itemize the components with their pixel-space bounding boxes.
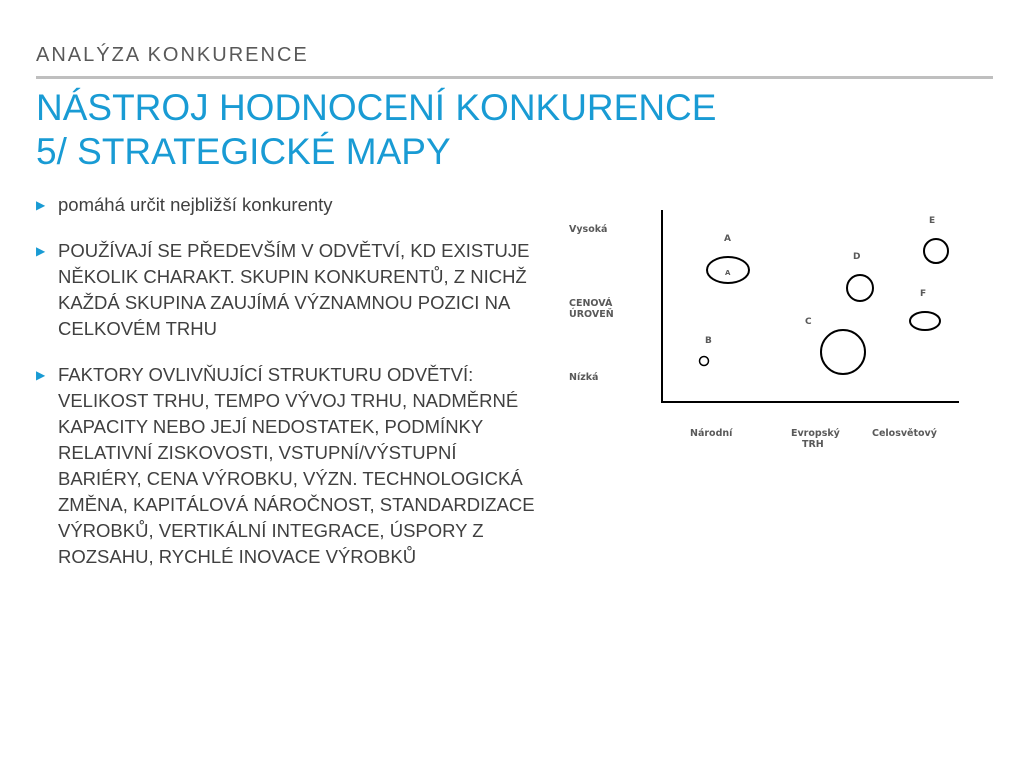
group-circle-d: [847, 275, 873, 301]
group-circle-f: [910, 312, 940, 330]
strategic-map: [555, 200, 975, 460]
bullet-arrow-icon: ▶: [36, 244, 46, 258]
title-line-2: 5/ STRATEGICKÉ MAPY: [36, 131, 451, 172]
bullet-text: FAKTORY OVLIVŇUJÍCÍ STRUKTURU ODVĚTVÍ: VELIKOST TRHU, TEMPO VÝVOJ TRHU, NADMĚRNÉ KAPACITY NEBO JEJÍ NEDOSTATEK, PODMÍNKY RELATIVNÍ ZISKOVOSTI, VSTUPNÍ/VÝSTUPNÍ BARIÉRY, CENA VÝROBKU, VÝZN. TECHNOLOGICKÁ ZMĚNA, KAPITÁLOVÁ NÁROČNOST, STANDARDIZACE VÝROBKŮ, VERTIKÁLNÍ INTEGRACE, ÚSPORY Z ROZSAHU, RYCHLÉ INOVACE VÝROBKŮ: [58, 364, 535, 567]
group-inner-label-a: A: [725, 269, 731, 277]
bullet-arrow-icon: ▶: [36, 368, 46, 382]
bullet-arrow-icon: ▶: [36, 198, 46, 212]
slide-title: [36, 86, 936, 174]
x-label-european-1: Evropský: [791, 428, 840, 439]
y-label-low: Nízká: [569, 372, 599, 383]
group-label-d: D: [853, 252, 861, 262]
bullet-item-3: [36, 362, 536, 570]
y-label-high: Vysoká: [569, 224, 608, 235]
bullet-item-1: [36, 192, 536, 218]
group-label-b: B: [705, 336, 712, 346]
x-label-national: Národní: [690, 428, 733, 439]
group-label-a: A: [724, 234, 731, 244]
x-label-global: Celosvětový: [872, 428, 937, 439]
group-circle-c: [821, 330, 865, 374]
section-kicker: ANALÝZA KONKURENCE: [36, 44, 309, 66]
group-circle-e: [924, 239, 948, 263]
group-label-f: F: [920, 289, 927, 299]
bullet-item-2: [36, 238, 536, 342]
bullet-text: pomáhá určit nejbližší konkurenty: [58, 194, 333, 215]
x-label-european-2: TRH: [802, 439, 824, 450]
group-label-e: E: [929, 216, 936, 226]
group-label-c: C: [805, 317, 812, 327]
title-line-1: NÁSTROJ HODNOCENÍ KONKURENCE: [36, 87, 717, 128]
group-circle-b: [700, 357, 709, 366]
bullet-text: POUŽÍVAJÍ SE PŘEDEVŠÍM V ODVĚTVÍ, KD EXISTUJE NĚKOLIK CHARAKT. SKUPIN KONKURENTŮ, Z NICHŽ KAŽDÁ SKUPINA ZAUJÍMÁ VÝZNAMNOU POZICI NA CELKOVÉM TRHU: [58, 240, 530, 339]
y-label-mid-2: ÚROVEŇ: [569, 309, 614, 320]
header-divider: [36, 76, 993, 79]
bullet-list: [36, 192, 536, 570]
y-label-mid-1: CENOVÁ: [569, 298, 613, 309]
